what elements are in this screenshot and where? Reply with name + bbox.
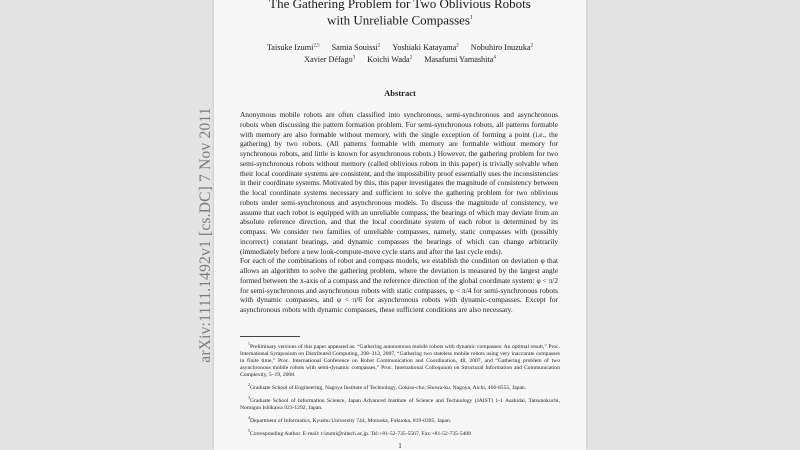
author [304,55,355,64]
footnote-mark: 3 [248,395,250,401]
paper-title [214,0,586,27]
author-affiliation-mark: 2 [530,43,534,48]
footnote-rule [240,336,300,337]
title-footnote-mark: 1 [469,15,473,21]
footnote-text: Graduate School of Engineering, Nagoya Institute of Technology, Gokiso-cho, Showa-ku, Nagoya, Aichi, 466-8555, Japan. [250,385,527,392]
paper-page [214,0,586,450]
author-name: Taisuke Izumi [266,42,314,52]
arxiv-identifier: arXiv:1111.1492v1 [cs.DC] 7 Nov 2011 [197,107,214,363]
abstract-body [240,110,558,315]
footnote-text: Department of Informatics, Kyushu University 744, Motooka, Fukuoka, 819-0395, Japan. [250,418,452,425]
footnote [240,414,560,425]
title-line-2: with Unreliable Compasses [327,12,470,28]
author-name: Yoshiaki Katayama [392,42,457,52]
abstract-heading: Abstract [384,88,416,98]
abstract-paragraph-2: For each of the combinations of robot and compass models, we establish the condition on deviation φ that allows an algorithm to solve the gathering problem, where the deviation is measured by the largest angle formed between the x-axis of a compass and the reference direction of the global coordinate system: φ < π/2 for semi-synchronous and asynchronous robots with static compasses, φ < π/4 for semi-synchronous robots with dynamic compasses, and φ < π/6 for asynchronous robots with dynamic-compasses. Except for asynchronous robots with dynamic compasses, these sufficient conditions are also necessary. [240,256,558,314]
footnote [240,394,560,412]
author-affiliation-mark: 4 [493,55,496,61]
abstract-paragraph-1: Anonymous mobile robots are often classified into synchronous, semi-synchronous and asynchronous robots when discussing the pattern formation problem. For semi-synchronous robots, all patterns formable with memory are also formable without memory, with the single exception of forming a point (i.e., the gathering) by two robots. (All patterns formable with memory are formable without memory for synchronous robots, and little is known for asynchronous robots.) However, the gathering problem for two semi-synchronous robots without memory (called oblivious robots in this paper) is trivially solvable when their local coordinate systems are consistent, and the impossibility proof essentially uses the inconsistencies in their coordinate systems. Motivated by this, this paper investigates the magnitude of consistency between the local coordinate systems necessary and sufficient to solve the gathering problem for two oblivious robots under semi-synchronous and asynchronous models. To discuss the magnitude of consistency, we assume that each robot is equipped with an unreliable compass, the bearings of which may deviate from an absolute reference direction, and that the local coordinate system of each robot is determined by its compass. We consider two families of unreliable compasses, namely, static compasses with (possibly incorrect) constant bearings, and dynamic compasses the bearings of which can change arbitrarily (immediately before a new look-compute-move cycle starts and after the last cycle ends). [240,110,558,256]
author [392,43,458,52]
authors-line-2 [214,53,586,66]
author [424,55,496,64]
author-name: Xavier Défago [304,55,353,65]
footnote [240,381,560,392]
authors-line-1 [214,40,586,53]
author-affiliation-mark: 2 [456,43,459,48]
title-line-1: The Gathering Problem for Two Oblivious Robots [269,0,531,11]
author [267,43,320,52]
author-affiliation-mark: 2 [377,43,381,48]
footnote-mark: 4 [248,415,250,421]
author [332,43,381,52]
author-name: Masafumi Yamashita [424,55,494,65]
author-affiliation-mark: 2,5 [313,43,320,48]
author-list [214,40,586,65]
footnote [240,427,560,438]
footnote-text: Graduate School of Information Science, Japan Advanced Institute of Science and Technology (JAIST) 1-1 Asahidai, Tatsunokuchi, Nomigun Ishikawa 923-1292, Japan. [240,398,560,412]
author-name: Samia Souissi [331,42,378,52]
author-affiliation-mark: 2 [409,55,413,61]
author [367,55,412,64]
footnote-text: Preliminary versions of this paper appeared as: “Gathering autonomous mobile robots with dynamic compasses: An optimal result,” Proc. International Symposium on Distributed Computing, 298–312, 2007, “Gathering two stateless mobile robots using very inaccurate compasses in finite time,” Proc. International Conference on Robot Communication and Coordination, 48, 2007, and “Gathering problem of two asynchronous mobile robots with semi-dynamic compasses,” Proc. International Colloquium on Structural Information and Communication Complexity, 5–19, 2008. [240,343,560,379]
footnotes [240,338,560,438]
author [471,43,533,52]
page-number: 1 [398,442,402,450]
author-name: Nobuhiro Inuzuka [470,42,531,52]
footnote-mark: 5 [248,428,250,434]
author-name: Koichi Wada [367,55,410,65]
footnote-mark: 2 [248,382,250,388]
author-affiliation-mark: 3 [352,55,356,61]
footnote [240,340,560,379]
footnote-text: Corresponding Author. E-mail: t-izumi@nitech.ac.jp. Tel:+81-52-735-5567, Fax:+81-52-735-5408 [250,431,472,438]
footnote-mark: 1 [248,341,250,346]
